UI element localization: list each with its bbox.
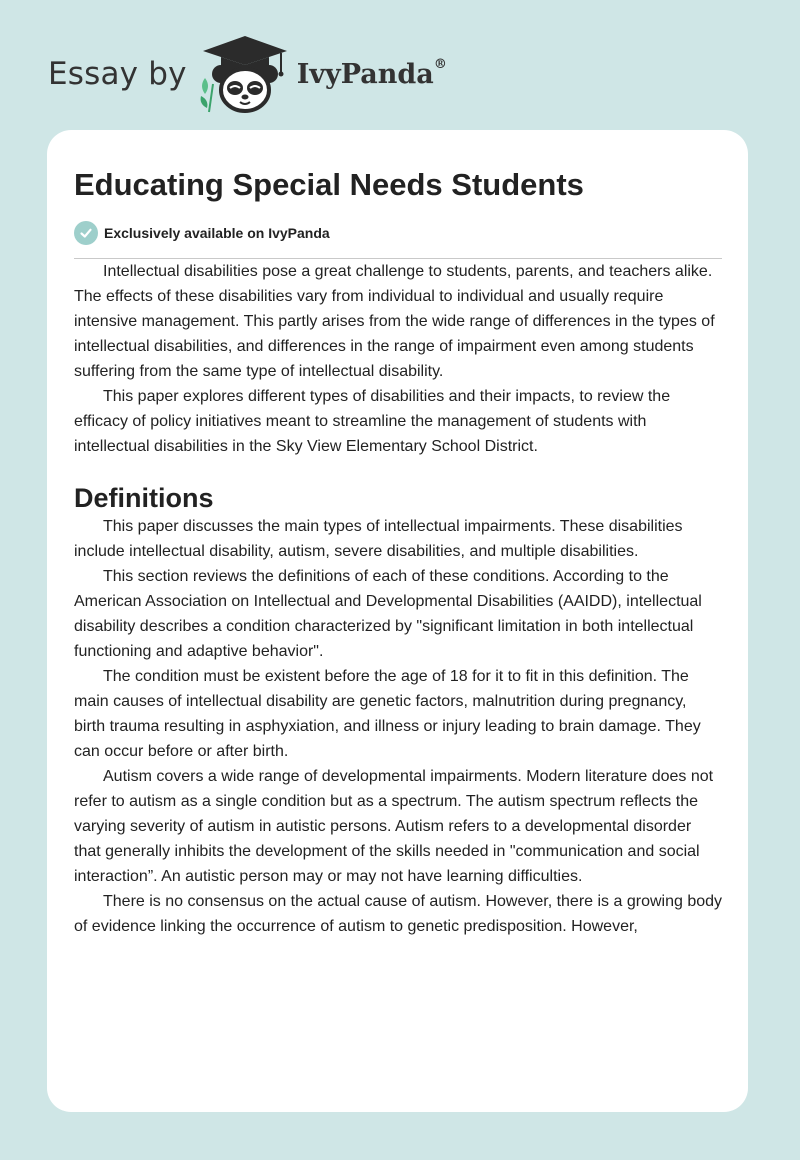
brand-name	[296, 56, 447, 90]
panda-logo-icon	[197, 34, 293, 114]
section-heading: Definitions	[74, 483, 214, 513]
paragraph: Autism covers a wide range of developmental impairments. Modern literature does not refer to autism as a single condition but as a spectrum. The autism spectrum reflects the varying severity of autism in autistic persons. Autism refers to a developmental disorder that generally inhibits the development of the skills needed in "communication and social interaction”. An autistic person may or may not have learning difficulties.	[74, 768, 714, 885]
exclusive-label: Exclusively available on IvyPanda	[104, 225, 330, 241]
essay-card	[47, 130, 748, 1112]
exclusive-badge	[74, 220, 722, 246]
paragraph: This section reviews the definitions of each of these conditions. According to the American Association on Intellectual and Developmental Disabilities (AAIDD), intellectual disability describes a condition characterized by "significant limitation in both intellectual functioning and adaptive behavior".	[74, 568, 702, 660]
paragraph: Intellectual disabilities pose a great challenge to students, parents, and teachers alike. The effects of these disabilities vary from individual to individual and usually require intensive management. This partly arises from the wide range of differences in the types of intellectual disabilities, and differences in the range of impairment even among students suffering from the same type of intellectual disability.	[74, 263, 715, 380]
brand-prefix: Essay by	[48, 55, 187, 92]
brand-name-text: IvyPanda	[296, 58, 434, 90]
paragraph: This paper discusses the main types of intellectual impairments. These disabilities include intellectual disability, autism, severe disabilities, and multiple disabilities.	[74, 518, 683, 560]
paragraph: This paper explores different types of disabilities and their impacts, to review the efficacy of policy initiatives meant to streamline the management of students with intellectual disabilities in the Sky View Elementary School District.	[74, 388, 671, 455]
paragraph: There is no consensus on the actual cause of autism. However, there is a growing body of evidence linking the occurrence of autism to genetic predisposition. However,	[74, 893, 723, 935]
check-icon	[74, 221, 98, 245]
brand-header	[48, 34, 447, 114]
essay-title: Educating Special Needs Students	[74, 167, 584, 202]
paragraph: The condition must be existent before the age of 18 for it to fit in this definition. The main causes of intellectual disability are genetic factors, malnutrition during pregnancy, birth trauma resulting in asphyxiation, and illness or injury leading to brain damage. They can occur before or after birth.	[74, 668, 701, 760]
registered-mark: ®	[433, 56, 447, 72]
